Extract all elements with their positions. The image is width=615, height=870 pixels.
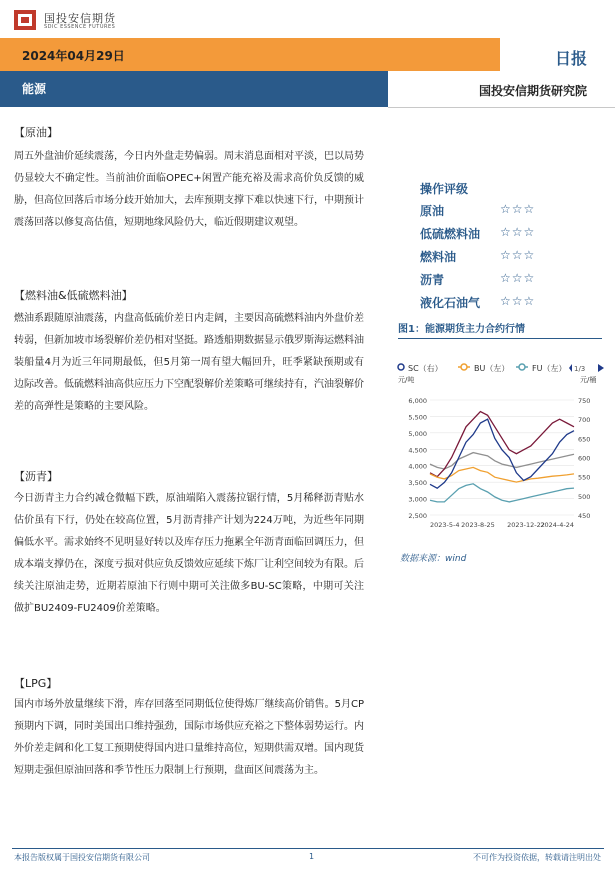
star-rating-icon: ☆☆☆ <box>500 248 536 262</box>
right-tick-label: 450 <box>578 512 591 520</box>
x-tick-label: 2023-12-22 <box>507 521 545 529</box>
right-tick-label: 650 <box>578 435 591 444</box>
left-tick-label: 3,000 <box>408 495 427 504</box>
footer-disclaimer: 不可作为投资依据，转载请注明出处 <box>473 853 601 862</box>
rating-row-crude <box>420 202 600 225</box>
star-rating-icon: ☆☆☆ <box>500 202 536 216</box>
series-line <box>430 453 574 469</box>
report-type: 日报 <box>554 49 587 68</box>
company-logo <box>14 8 154 34</box>
x-tick-label: 2023-8-25 <box>461 521 495 529</box>
series-line <box>430 419 574 488</box>
logo-mark-icon <box>14 10 36 30</box>
section-body-lpg: 国内市场外放量继续下滑，库存回落至同期低位使得炼厂继续高价销售。5月CP预期内下调，同时美国出口维持强劲，国际市场供应充裕之下整体弱势运行。内外价差走阔和化工复工预期使得国内进口量维持高位，短期供需双增。国内现货短期走强但原油回落和季节性压力限制上行预期，盘面区间震荡为主。 <box>14 699 364 776</box>
right-tick-label: 750 <box>578 397 591 405</box>
report-date: 2024年04月29日 <box>22 49 125 63</box>
chart-series <box>430 412 574 502</box>
institute-name: 国投安信期货研究院 <box>478 84 587 98</box>
left-tick-label: 2,500 <box>408 512 427 520</box>
rating-row-lsfo <box>420 225 600 248</box>
figure-title-rule <box>398 338 602 339</box>
left-axis-unit: 元/吨 <box>398 376 415 384</box>
rating-item-label: 原油 <box>420 204 445 218</box>
sector-label: 能源 <box>22 82 47 96</box>
rating-row-lpg <box>420 294 600 317</box>
legend-marker-sc[interactable] <box>398 364 404 370</box>
rating-title: 操作评级 <box>420 182 469 196</box>
legend-marker-fu[interactable] <box>519 364 525 370</box>
series-line <box>430 412 574 477</box>
left-axis-ticks <box>408 397 427 520</box>
section-title-crude: 【原油】 <box>14 126 58 139</box>
section-title-asphalt: 【沥青】 <box>14 470 58 483</box>
legend-marker-bu[interactable] <box>461 364 467 370</box>
left-tick-label: 6,000 <box>408 397 427 405</box>
star-rating-icon: ☆☆☆ <box>500 294 536 308</box>
section-title-lpg: 【LPG】 <box>14 677 58 690</box>
star-rating-icon: ☆☆☆ <box>500 225 536 239</box>
legend-next-icon[interactable] <box>598 364 604 372</box>
energy-futures-chart <box>390 345 608 545</box>
right-tick-label: 700 <box>578 416 591 425</box>
logo-name-cn: 国投安信期货 <box>44 12 116 25</box>
left-tick-label: 5,500 <box>408 413 427 422</box>
legend-label-sc: SC（右） <box>408 364 443 373</box>
star-rating-icon: ☆☆☆ <box>500 271 536 285</box>
rating-item-label: 液化石油气 <box>420 296 481 310</box>
rating-row-fuel-oil <box>420 248 600 271</box>
right-tick-label: 550 <box>578 473 591 482</box>
rating-row-asphalt <box>420 271 600 294</box>
footer-copyright: 本报告版权属于国投安信期货有限公司 <box>14 853 150 862</box>
section-title-fuel-oil: 【燃料油&低硫燃料油】 <box>14 289 133 302</box>
x-axis-ticks <box>430 521 574 529</box>
left-tick-label: 5,000 <box>408 429 427 438</box>
section-body-crude: 周五外盘油价延续震荡，今日内外盘走势偏弱。周末消息面相对平淡，巴以局势仍显较大不确定性。当前油价面临OPEC+闲置产能充裕及需求高价负反馈的威胁，但高位回落后市场分歧开始加大，去库预期支撑下难以快速下行，中期预计震荡回落以修复高估值，短期地缘风险仍大，临近假期建议观望。 <box>14 151 364 228</box>
footer-page-number: 1 <box>309 852 315 861</box>
section-body-asphalt: 今日沥青主力合约减仓微幅下跌，原油端陷入震荡拉锯行情，5月稀释沥青贴水估价虽有下行，仍处在较高位置，5月沥青排产计划为224万吨，为近些年同期偏低水平。需求始终不见明显好转以及库存压力拖累全年沥青面临回调压力，但成本端支撑仍在，深度亏损对供应负反馈效应延续下炼厂让利空间较为有限。后续关注原油走势，近期若原油下行则中期可关注做多BU-SC策略，中期可关注做扩BU2409-FU2409价差策略。 <box>14 493 364 614</box>
left-tick-label: 4,500 <box>408 446 427 455</box>
right-tick-label: 600 <box>578 454 591 463</box>
legend-label-fu: FU（左） <box>532 364 567 373</box>
rating-panel <box>420 180 600 317</box>
series-line <box>430 467 574 482</box>
right-axis-unit: 元/桶 <box>580 376 597 384</box>
rating-item-label: 低硫燃料油 <box>420 227 481 241</box>
legend-page-indicator: 1/3 <box>574 365 586 373</box>
x-tick-label: 2024-4-24 <box>540 521 574 529</box>
right-tick-label: 500 <box>578 492 591 501</box>
left-tick-label: 4,000 <box>408 462 427 471</box>
legend-label-bu: BU（左） <box>474 364 510 373</box>
rating-item-label: 燃料油 <box>420 250 457 264</box>
figure-title: 图1：能源期货主力合约行情 <box>398 324 525 335</box>
figure-source: 数据来源：wind <box>400 554 467 564</box>
legend-prev-icon[interactable] <box>569 364 572 372</box>
footer-rule <box>12 848 604 849</box>
rating-item-label: 沥青 <box>420 273 445 287</box>
logo-name-en: SDIC ESSENCE FUTURES <box>44 24 116 30</box>
series-line <box>430 484 574 502</box>
right-axis-ticks <box>578 397 590 520</box>
left-tick-label: 3,500 <box>408 479 427 488</box>
section-body-fuel-oil: 燃油系跟随原油震荡，内盘高低硫价差日内走阔，主要因高硫燃料油内外盘价差转弱，但新加坡市场裂解价差仍相对坚挺。路透船期数据显示俄罗斯海运燃料油装船量4月为近三年同期最低，但5月第一周有望大幅回升，旺季紧缺预期或有边际改善。低硫燃料油高供应压力下空配裂解价差策略可继续持有，汽油裂解价差的高弹性是策略的主要风险。 <box>14 313 364 412</box>
x-tick-label: 2023-5-4 <box>430 521 460 529</box>
